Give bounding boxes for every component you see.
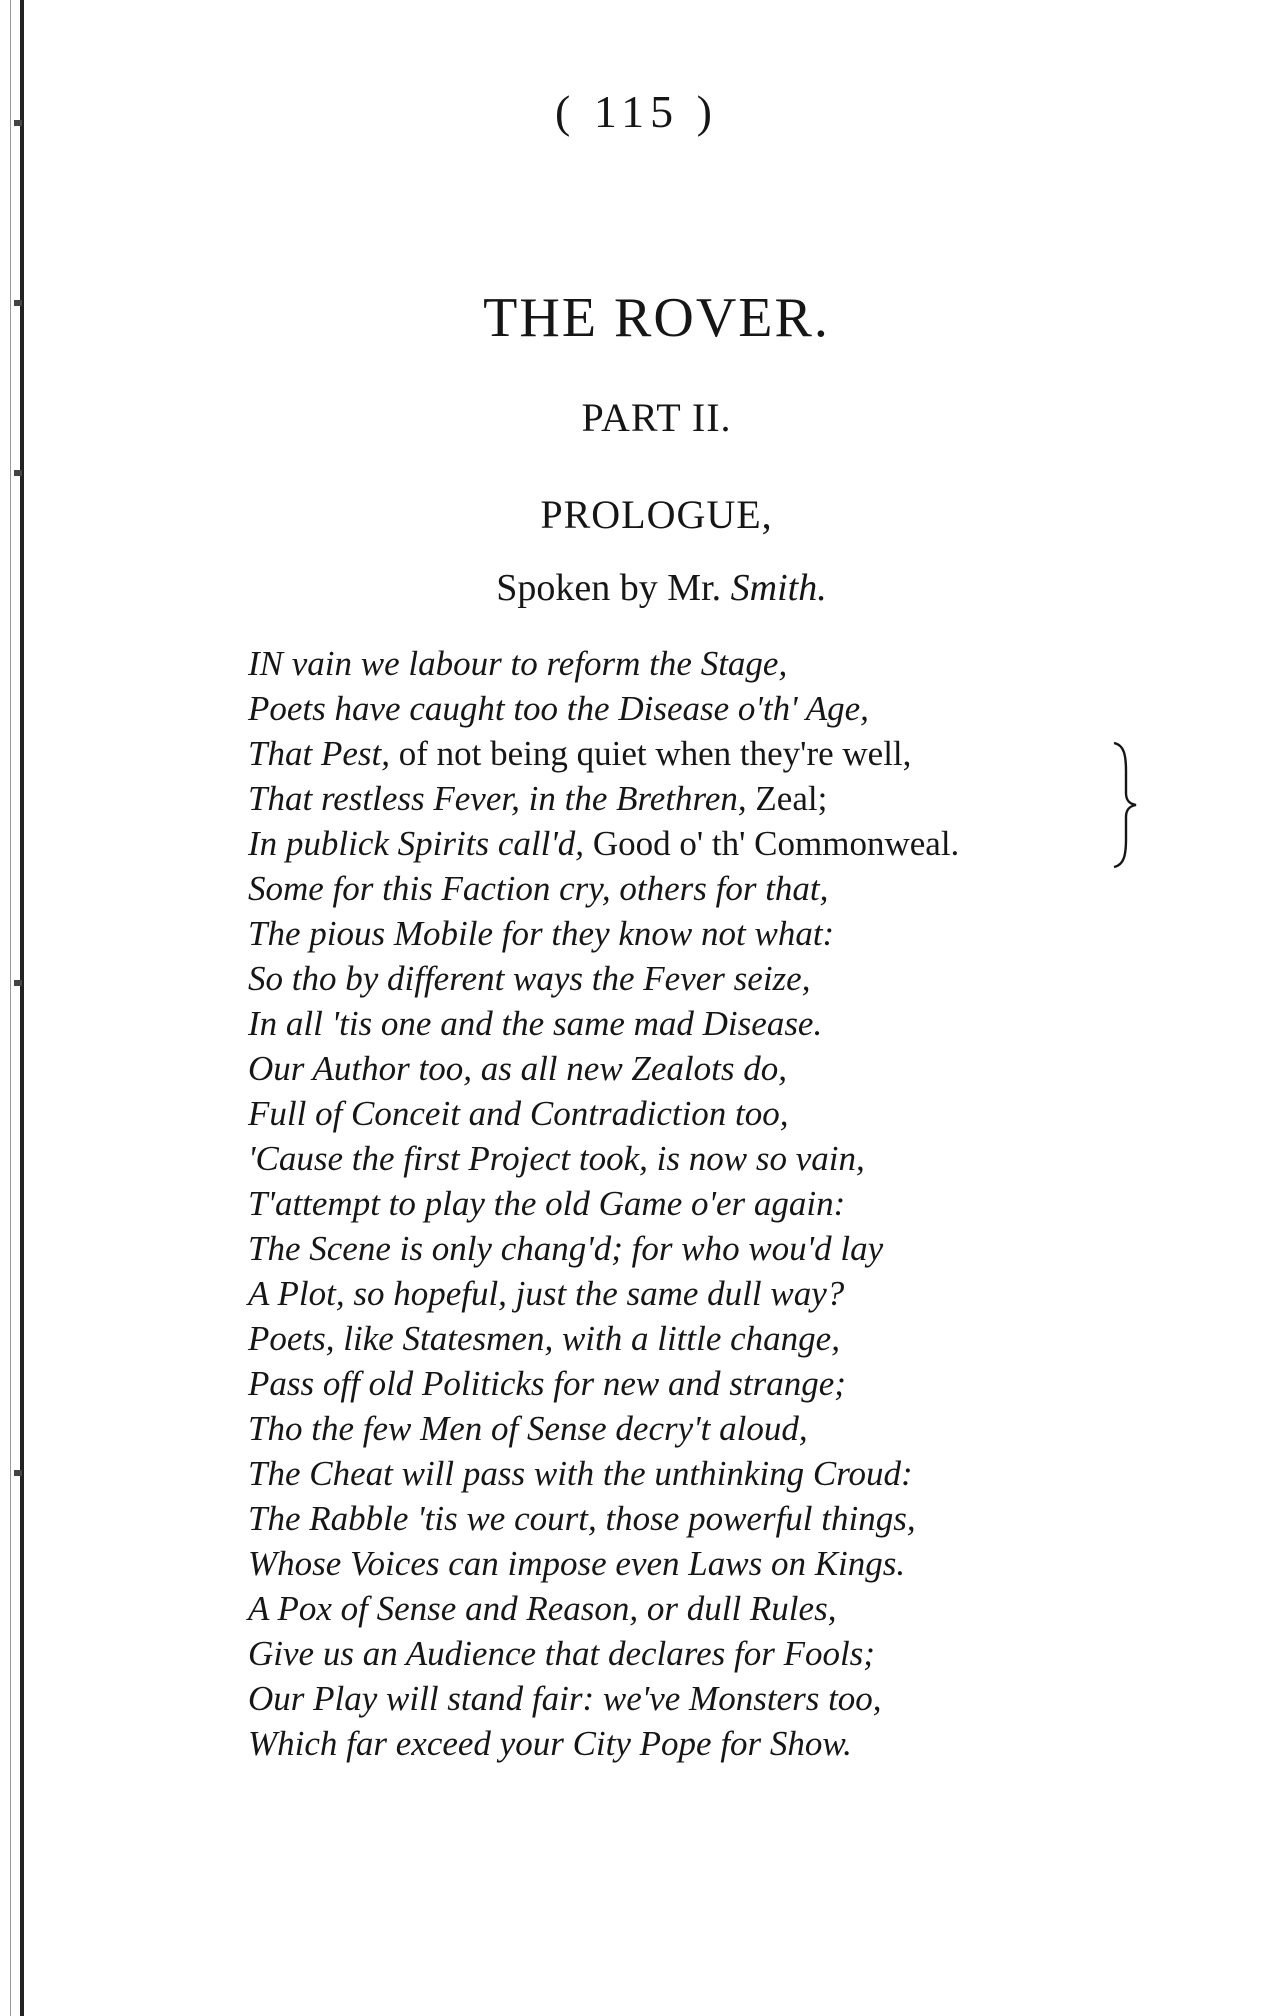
verse-line xyxy=(248,1451,1248,1496)
verse-text: The Rabble 'tis we court, those powerful things, xyxy=(248,1499,916,1538)
section-title: PROLOGUE, xyxy=(540,492,773,537)
verse-text: 'Cause the first Project took, is now so vain, xyxy=(248,1139,865,1178)
verse-line xyxy=(248,1226,1248,1271)
verse-line xyxy=(248,1271,1248,1316)
speaker-name: Smith. xyxy=(730,567,827,609)
verse-line xyxy=(248,1046,1248,1091)
verse-text: Which far exceed your City Pope for Show. xyxy=(248,1724,852,1763)
verse-text: Our Author too, as all new Zealots do, xyxy=(248,1049,787,1088)
verse-text: That Pest, xyxy=(248,734,390,773)
verse-text: The Scene is only chang'd; for who wou'd lay xyxy=(248,1229,884,1268)
verse-text: Tho the few Men of Sense decry't aloud, xyxy=(248,1409,808,1448)
verse-text: IN vain we labour to reform the Stage, xyxy=(248,644,788,683)
verse-text: The pious Mobile for they know not what: xyxy=(248,914,835,953)
prologue-verse xyxy=(248,641,1248,1766)
verse-text: Some for this Faction cry, others for that, xyxy=(248,869,829,908)
gutter-mark xyxy=(14,980,22,986)
verse-text: A Pox of Sense and Reason, or dull Rules, xyxy=(248,1589,837,1628)
speaker-line xyxy=(0,564,1273,612)
gutter-mark xyxy=(14,470,22,476)
verse-line xyxy=(248,731,1248,776)
verse-text: Full of Conceit and Contradiction too, xyxy=(248,1094,789,1133)
verse-text: T'attempt to play the old Game o'er again: xyxy=(248,1184,846,1223)
verse-text: Whose Voices can impose even Laws on Kings. xyxy=(248,1544,906,1583)
triplet-brace xyxy=(1110,741,1140,869)
verse-text: Pass off old Politicks for new and strange; xyxy=(248,1364,846,1403)
verse-text: Poets have caught too the Disease o'th' Age, xyxy=(248,689,869,728)
verse-text: Give us an Audience that declares for Fools; xyxy=(248,1634,875,1673)
verse-line xyxy=(248,1001,1248,1046)
gutter-mark xyxy=(14,1470,22,1476)
verse-line xyxy=(248,1496,1248,1541)
verse-line xyxy=(248,1541,1248,1586)
verse-line xyxy=(248,1631,1248,1676)
verse-text: The Cheat will pass with the unthinking Croud: xyxy=(248,1454,913,1493)
verse-line xyxy=(248,1316,1248,1361)
verse-line xyxy=(248,866,1248,911)
verse-line xyxy=(248,1586,1248,1631)
verse-text-roman: Good o' th' Commonweal. xyxy=(584,824,960,863)
play-title: THE ROVER. xyxy=(483,287,830,349)
part-title: PART II. xyxy=(581,395,732,440)
verse-line xyxy=(248,1136,1248,1181)
verse-text-roman: of not being quiet when they're well, xyxy=(389,734,912,773)
verse-text-roman: Zeal; xyxy=(746,779,828,818)
verse-text: In publick Spirits call'd, xyxy=(248,824,585,863)
speaker-prefix: Spoken by Mr. xyxy=(496,567,731,609)
verse-text: Our Play will stand fair: we've Monsters too, xyxy=(248,1679,882,1718)
verse-text: So tho by different ways the Fever seize, xyxy=(248,959,811,998)
verse-text: In all 'tis one and the same mad Disease. xyxy=(248,1004,823,1043)
verse-line xyxy=(248,1091,1248,1136)
verse-line xyxy=(248,1406,1248,1451)
verse-line xyxy=(248,776,1248,821)
verse-line xyxy=(248,1721,1248,1766)
verse-line xyxy=(248,956,1248,1001)
verse-line xyxy=(248,1361,1248,1406)
verse-line xyxy=(248,1676,1248,1721)
page-number: ( 115 ) xyxy=(555,86,718,137)
verse-line xyxy=(248,686,1248,731)
verse-line xyxy=(248,911,1248,956)
verse-line xyxy=(248,821,1248,866)
verse-line xyxy=(248,1181,1248,1226)
verse-text: A Plot, so hopeful, just the same dull way? xyxy=(248,1274,845,1313)
verse-text: Poets, like Statesmen, with a little change, xyxy=(248,1319,840,1358)
verse-text: That restless Fever, in the Brethren, xyxy=(248,779,747,818)
verse-line xyxy=(248,641,1248,686)
